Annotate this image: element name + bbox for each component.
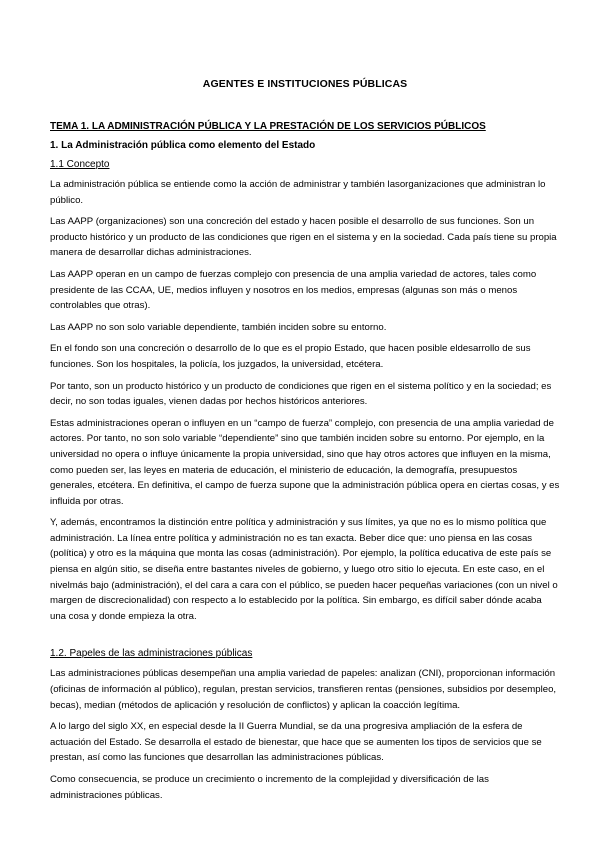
paragraph: La administración pública se entiende como la acción de administrar y también lasorganizaciones que administran lo público. xyxy=(50,179,546,206)
document-page xyxy=(50,78,560,809)
paragraph: Estas administraciones operan o influyen en un “campo de fuerza” complejo, con presencia de una amplia variedad de actores. Por tanto, no son solo variable “dependiente” sino que también inciden sobre su entorno. Por ejemplo, en la universidad no opera o influye únicamente la propia universidad, sino que hay otros actores que influyen en la misma, como pueden ser, las leyes en materia de educación, el ministerio de educación, la demografía, presupuestos generales, etcétera. En definitiva, el campo de fuerza supone que la administración pública opera en ciertas cosas, y es influida por otras. xyxy=(50,417,560,507)
paragraph: Como consecuencia, se produce un crecimiento o incremento de la complejidad y diversificación de las administraciones públicas. xyxy=(50,774,489,801)
document-title: AGENTES E INSTITUCIONES PÚBLICAS xyxy=(202,78,408,90)
section-heading: 1. La Administración pública como elemento del Estado xyxy=(50,140,316,151)
paragraph: Y, además, encontramos la distinción entre política y administración y sus límites, ya que no es lo mismo política que administración. La línea entre política y administración no es tan exacta. Beber dice que: uno piensa en las cosas (política) y otro es la máquina que monta las cosas (administración). Por ejemplo, la política educativa de este país se piensa en algún sitio, se diseña entre bastantes niveles de gobierno, y luego otro sitio lo ejecuta. En este caso, en el nivelmás bajo (administración), el del cara a cara con el público, se pueden hacer pequeñas variaciones (con un nivel o margen de discrecionalidad) con respecto a lo establecido por la política. Sin embargo, es difícil saber dónde acaba una cosa y donde empieza la otra. xyxy=(50,517,558,622)
paragraph: Las AAPP (organizaciones) son una concreción del estado y hacen posible el desarrollo de sus funciones. Son un producto histórico y un producto de las condiciones que rigen en el sistema y en la sociedad. Cada país tiene su propia manera de desarrollar dichas administraciones. xyxy=(50,216,557,259)
tema-heading: TEMA 1. LA ADMINISTRACIÓN PÚBLICA Y LA PRESTACIÓN DE LOS SERVICIOS PÚBLICOS xyxy=(50,121,486,132)
subsection-heading-papeles: 1.2. Papeles de las administraciones públicas xyxy=(50,648,253,660)
paragraph: Las AAPP no son solo variable dependiente, también inciden sobre su entorno. xyxy=(50,321,387,333)
paragraph: Por tanto, son un producto histórico y un producto de condiciones que rigen en el sistema político y en la sociedad; es decir, no son todas iguales, vienen dadas por hechos históricos anteriores. xyxy=(50,380,552,408)
paragraph: En el fondo son una concreción o desarrollo de lo que es el propio Estado, que hacen posible eldesarrollo de sus funciones. Son los hospitales, la policía, los juzgados, la universidad, etcétera. xyxy=(50,343,531,370)
paragraph: Las AAPP operan en un campo de fuerzas complejo con presencia de una amplia variedad de actores, tales como presidente de las CCAA, UE, medios influyen y nosotros en los medios, empresas (algunas son más o menos controlables que otras). xyxy=(50,268,537,312)
paragraph: Las administraciones públicas desempeñan una amplia variedad de papeles: analizan (CNI), proporcionan información (oficinas de información al público), regulan, prestan servicios, transfieren rentas (pensiones, subsidios por desempleo, becas), median (métodos de aplicación y resolución de conflictos) y aplican la coacción legítima. xyxy=(50,668,557,711)
subsection-heading-concepto: 1.1 Concepto xyxy=(50,159,110,170)
paragraph: A lo largo del siglo XX, en especial desde la II Guerra Mundial, se da una progresiva ampliación de la esfera de actuación del Estado. Se desarrolla el estado de bienestar, que hace que se aumenten los tipos de servicios que se prestan, así como las funciones que desarrollan las administraciones públicas. xyxy=(50,721,542,764)
